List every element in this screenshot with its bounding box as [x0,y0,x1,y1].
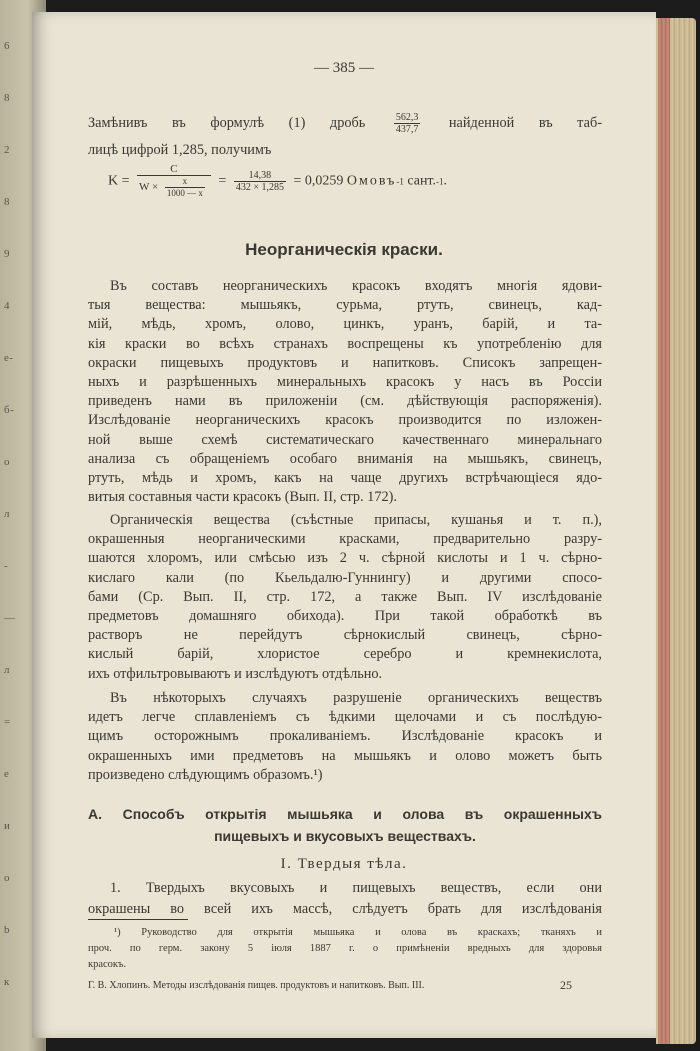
formula-exp: -1 [396,176,404,187]
p1-line: ныхъ и разрѣшенныхъ минеральныхъ красокъ у насъ въ Россіи [88,374,602,390]
footnote-line-3: красокъ. [88,959,127,970]
p3-line: произведено слѣдующимъ образомъ.¹) [88,766,323,783]
red-page-edges [658,18,670,1044]
p2-line: кислый барій, хлористое серебро и кремнекислота, [88,646,602,663]
formula-x-den: 1000 — x [166,188,203,198]
p3-line: идетъ легче сплавленіемъ съ ѣдкими щелочами и съ послѣдую- [88,709,602,726]
p3-line: щимъ осторожнымъ прокаливаніемъ. Изслѣдованіе красокъ и [88,728,602,745]
left-page-fragment: и [4,820,11,832]
footnote-line-1: ¹) Руководство для открытія мышьяка и олова въ краскахъ; тканяхъ и [114,927,602,938]
left-page-fragment: 6 [4,40,10,52]
section-heading: Неорганическія краски. [245,240,443,259]
formula-sant: сант. [407,173,436,189]
left-page-fragment: 9 [4,248,10,260]
left-page-fragment: b [4,924,10,936]
left-page-fragment: к [4,976,10,988]
formula-dot: . [443,173,447,189]
page-footer [88,980,602,991]
p1-line: тыя вещества: мышьякъ, сурьма, ртуть, свинецъ, кад- [88,297,602,314]
formula-w-part [137,176,211,199]
p4-line-1: 1. Твердыхъ вкусовыхъ и пищевыхъ веществъ, если они [110,880,602,896]
footer-text: Г. В. Хлопинъ. Методы изслѣдованія пищев. продуктовъ и напитковъ. Вып. III. [88,980,425,991]
p3-line: Въ нѣкоторыхъ случаяхъ разрушеніе органическихъ веществъ [110,690,602,706]
section-a-line-2: пищевыхъ и вкусовыхъ веществахъ. [214,828,476,844]
fraction-numerator: 562,3 [395,112,419,123]
page-number: — 385 — [314,60,374,76]
formula-fraction-num [234,170,286,193]
p2-line: окрашенныя неорганическими красками, предварительно разру- [88,531,602,548]
intro-line-2: лицѣ цифрой 1,285, получимъ [88,142,272,158]
p1-line: Въ составъ неорганическихъ красокъ входятъ многія ядови- [110,278,602,294]
left-page-fragment: б- [4,404,15,416]
left-page-fragment: 8 [4,196,10,208]
formula-x: x [165,176,205,188]
p4-line-2: окрашены во всей ихъ массѣ, слѣдуетъ брать для изслѣдованія [88,901,602,917]
p1-line: мій, мѣдь, хромъ, олово, цинкъ, уранъ, барій, и та- [88,316,602,333]
formula [108,164,628,214]
formula-fraction-c [137,164,211,199]
p2-line: ихъ отфильтровываютъ и изслѣдуютъ отдѣльно. [88,665,383,682]
p2-line: бами (Ср. Вып. II, стр. 172, а также Вып. IV изслѣдованіе [88,588,602,605]
p2-line: кислаго кали (по Кьельдалю-Гуннингу) и другими спосо- [88,569,602,586]
footer-signature: 25 [560,978,572,992]
p1-line: анализа съ обращеніемъ особаго вниманія на мышьякъ, свинецъ, [88,450,602,467]
p1-line: окраски пищевыхъ продуктовъ и напитковъ. Списокъ запрещен- [88,354,602,371]
p1-line: приведенъ нами въ приложеніи (см. дѣйствующія распоряженія). [88,393,602,410]
left-page-fragment: — [4,612,16,624]
left-page-fragment: о [4,872,10,884]
formula-k: K = [108,173,130,189]
left-page-fragment: е [4,768,10,780]
section-1-heading: I. Твердыя тѣла. [280,856,408,872]
formula-unit: Омовъ [346,173,397,189]
intro-text-a: Замѣнивъ въ формулѣ (1) дробь [88,114,366,131]
intro-text-b: найденной въ таб- [448,114,602,131]
intro-fraction [394,112,421,135]
formula-den: 432 × 1,285 [235,182,284,193]
formula-fraction-x [165,176,205,199]
formula-equals: = [218,173,227,189]
left-page-fragment: - [4,560,9,572]
left-page-fragment: 2 [4,144,10,156]
p2-line: Органическія вещества (съѣстные припасы, кушанья и т. п.), [110,512,602,528]
p1-line: ртуть, мѣдь и хромъ, какъ на чаще другихъ встрѣчающіеся ядо- [88,470,602,486]
p2-line: предметовъ домашняго обихода). При такой обработкѣ въ [88,608,602,624]
footnote-line-2: проч. по герм. закону 5 іюля 1887 г. о примѣненіи вредныхъ для здоровья [88,943,602,954]
p1-line: кія краски во всѣхъ странахъ воспрещены къ употребленію для [88,335,602,352]
p2-line: растворъ не перейдутъ сѣрнокислый свинецъ, сѣрно- [88,627,602,644]
left-page-fragment: л [4,508,10,520]
footnote-rule [88,919,188,920]
p1-line: ной выше схемѣ систематическаго качественнаго минеральнаго [88,431,602,448]
book-page [32,12,656,1038]
left-page-fragment: 4 [4,300,10,312]
p3-line: окрашенныхъ ими предметовъ на мышьякъ и олово можетъ быть [88,747,602,764]
left-page-fragment: 8 [4,92,10,104]
intro-line-1 [88,112,602,135]
formula-exp2: -1 [436,176,444,187]
left-page-fragment: л [4,664,10,676]
p2-line: шаются хлоромъ, или смѣсью изъ 2 ч. сѣрной кислоты и 1 ч. сѣрно- [88,550,602,567]
formula-w: W × [139,181,159,194]
left-page-fragment: = [4,716,11,728]
p1-line: витыя составныя части красокъ (Вып. II, стр. 172). [88,489,397,506]
left-page-fragment: e- [4,352,14,364]
p1-line: Изслѣдованіе неорганическихъ красокъ производится по изложен- [88,412,602,429]
section-a-line-1: А. Способъ открытія мышьяка и олова въ окрашенныхъ [88,806,602,822]
fraction-denominator: 437,7 [395,124,419,135]
left-page-fragment: o [4,456,10,468]
formula-c: C [137,164,211,176]
formula-num: 14,38 [234,170,286,182]
formula-result: = 0,0259 [293,173,344,189]
